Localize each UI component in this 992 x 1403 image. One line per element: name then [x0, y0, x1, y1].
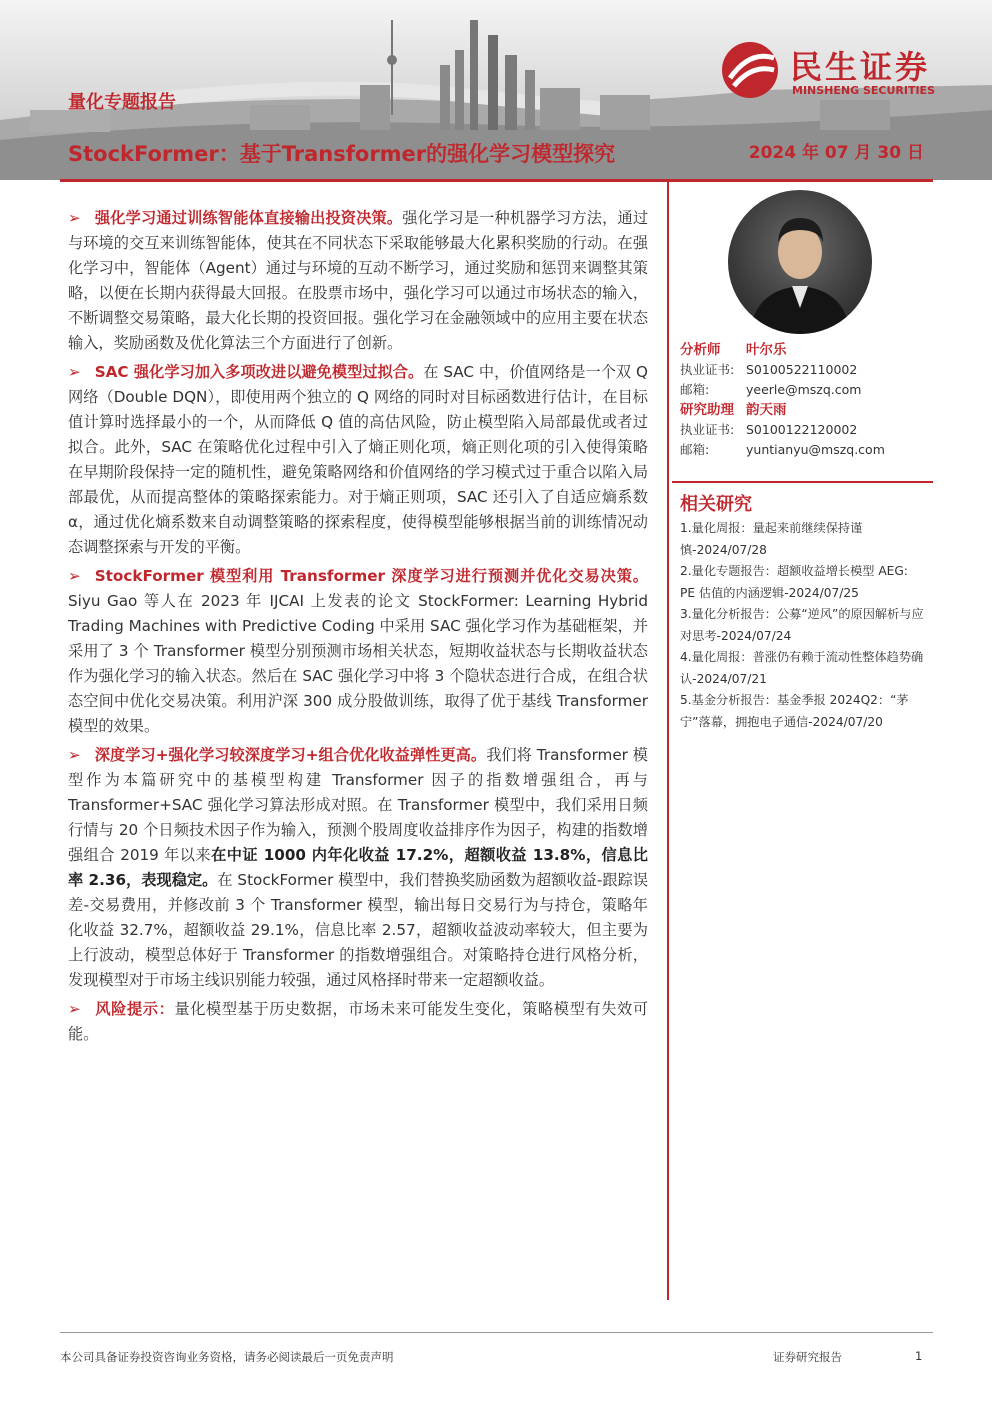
bullet-arrow-icon: ➢	[68, 746, 81, 764]
cert-label: 执业证书:	[680, 422, 735, 437]
bullet-highlight: StockFormer 模型利用 Transformer 深度学习进行预测并优化交易决策。	[94, 567, 648, 585]
analyst-cert-row	[680, 360, 930, 380]
analyst-portrait-icon	[728, 190, 872, 334]
bullet-arrow-icon: ➢	[68, 567, 81, 585]
assistant-row	[680, 400, 930, 420]
bullet-text: Siyu Gao 等人在 2023 年 IJCAI 上发表的论文 StockFormer: Learning Hybrid Trading Machines with Predictive Coding 中采用 SAC 强化学习作为基础框架，并采用了 3 个 Transformer 模型分别预测市场相关状态，短期收益状态与长期收益状态作为强化学习的输入状态。然后在 SAC 强化学习中将 3 个隐状态进行合成，在组合状态空间中优化交易决策。利用沪深 300 成分股做训练，取得了优于基线 Transformer 模型的效果。	[68, 592, 648, 735]
cert-label: 执业证书:	[680, 362, 735, 377]
bullet-arrow-icon: ➢	[68, 209, 81, 227]
report-title: StockFormer：基于Transformer的强化学习模型探究	[68, 142, 616, 166]
page-number: 1	[915, 1349, 923, 1363]
related-item[interactable]: 1.量化周报：量起来前继续保持谨慎-2024/07/28	[680, 521, 863, 557]
bullet-text: 我们将 Transformer 模型作为本篇研究中的基模型构建 Transformer 因子的指数增强组合，再与 Transformer+SAC 强化学习算法形成对照。在 Transformer 模型中，我们采用日频行情与 20 个日频技术因子作为输入，预测个股周度收益排序作为因子，构建的指数增强组合 2019 年以来	[68, 746, 648, 864]
email-label: 邮箱:	[680, 382, 710, 397]
title-divider	[60, 179, 933, 182]
summary-bullet-1	[68, 206, 648, 356]
bullet-highlight: 强化学习通过训练智能体直接输出投资决策。	[94, 209, 403, 227]
assistant-email[interactable]: yuntianyu@mszq.com	[746, 442, 885, 457]
logo-text-en: MINSHENG SECURITIES	[792, 84, 935, 97]
bullet-text: 在 StockFormer 模型中，我们替换奖励函数为超额收益-跟踪误差-交易费用，并修改前 3 个 Transformer 模型，输出每日交易行为与持仓，策略年化收益 32.7%，超额收益 29.1%，信息比率 2.57，超额收益波动率较大，但主要为上行波动，模型总体好于 Transformer 的指数增强组合。对策略持仓进行风格分析，发现模型对于市场主线识别能力较强，通过风格择时带来一定超额收益。	[68, 871, 649, 989]
assistant-email-row	[680, 440, 930, 460]
report-type: 量化专题报告	[68, 92, 176, 113]
email-label: 邮箱:	[680, 442, 710, 457]
analyst-row	[680, 340, 930, 360]
report-date: 2024 年 07 月 30 日	[748, 143, 924, 163]
related-item[interactable]: 3.量化分析报告：公募“逆风”的原因解析与应对思考-2024/07/24	[680, 607, 924, 643]
bullet-highlight: 深度学习+强化学习较深度学习+组合优化收益弹性更高。	[94, 746, 487, 764]
assistant-role: 研究助理	[680, 402, 734, 418]
summary-bullet-5	[68, 997, 648, 1047]
summary-bullet-4	[68, 743, 648, 993]
related-item[interactable]: 2.量化专题报告：超额收益增长模型 AEG: PE 估值的内涵逻辑-2024/07/25	[680, 564, 908, 600]
minsheng-logo	[720, 40, 960, 100]
column-divider	[667, 182, 669, 1300]
analyst-role: 分析师	[680, 342, 721, 358]
summary-bullet-3	[68, 564, 648, 739]
analyst-email[interactable]: yeerle@mszq.com	[746, 382, 862, 397]
related-list	[680, 518, 926, 733]
footer-label: 证券研究报告	[773, 1350, 842, 1364]
related-heading: 相关研究	[680, 494, 752, 515]
footer-disclaimer: 本公司具备证券投资咨询业务资格，请务必阅读最后一页免责声明	[60, 1350, 394, 1364]
header-banner	[0, 0, 992, 180]
analyst-cert: S0100522110002	[746, 362, 858, 377]
summary-bullet-2	[68, 360, 648, 560]
analyst-info	[680, 340, 930, 460]
assistant-name: 韵天雨	[746, 402, 787, 418]
assistant-cert-row	[680, 420, 930, 440]
footer-divider	[60, 1332, 933, 1333]
logo-text-cn: 民生证券	[790, 48, 931, 86]
related-item[interactable]: 5.基金分析报告：基金季报 2024Q2：“茅宁”落幕，拥抱电子通信-2024/07/20	[680, 693, 909, 729]
bullet-highlight: SAC 强化学习加入多项改进以避免模型过拟合。	[94, 363, 424, 381]
bullet-text: 量化模型基于历史数据，市场未来可能发生变化，策略模型有失效可能。	[68, 1000, 649, 1043]
bullet-arrow-icon: ➢	[68, 1000, 81, 1018]
analyst-email-row	[680, 380, 930, 400]
related-item[interactable]: 4.量化周报：普涨仍有赖于流动性整体趋势确认-2024/07/21	[680, 650, 924, 686]
analyst-name: 叶尔乐	[746, 342, 787, 358]
bullet-arrow-icon: ➢	[68, 363, 81, 381]
bullet-highlight: 风险提示：	[94, 1000, 175, 1018]
assistant-cert: S0100122120002	[746, 422, 858, 437]
related-divider	[672, 481, 933, 483]
bullet-bold-text: 在中证 1000 内年化收益 17.2%，超额收益 13.8%，信息比率 2.36，表现稳定。	[68, 846, 648, 889]
summary-body	[68, 206, 648, 1051]
minsheng-logo-icon	[720, 40, 784, 100]
bullet-text: 强化学习是一种机器学习方法，通过与环境的交互来训练智能体，使其在不同状态下采取能够最大化累积奖励的行动。在强化学习中，智能体（Agent）通过与环境的互动不断学习，通过奖励和惩罚来调整其策略，以便在长期内获得最大回报。在股票市场中，强化学习可以通过市场状态的输入，不断调整交易策略，最大化长期的投资回报。强化学习在金融领域中的应用主要在状态输入，奖励函数及优化算法三个方面进行了创新。	[68, 209, 649, 352]
bullet-text: 在 SAC 中，价值网络是一个双 Q 网络（Double DQN），即使用两个独立的 Q 网络的同时对目标函数进行估计，在目标值计算时选择最小的一个，从而降低 Q 值的高估风险，防止模型陷入局部最优或者过拟合。此外，SAC 在策略优化过程中引入了熵正则化项，熵正则化项的引入使得策略在早期阶段保持一定的随机性，避免策略网络和价值网络的学习模式过于重合以陷入局部最优，从而提高整体的策略探索能力。对于熵正则项，SAC 还引入了自适应熵系数α，通过优化熵系数来自动调整策略的探索程度，使得模型能够根据当前的训练情况动态调整探索与开发的平衡。	[68, 363, 648, 556]
analyst-photo	[728, 190, 872, 334]
